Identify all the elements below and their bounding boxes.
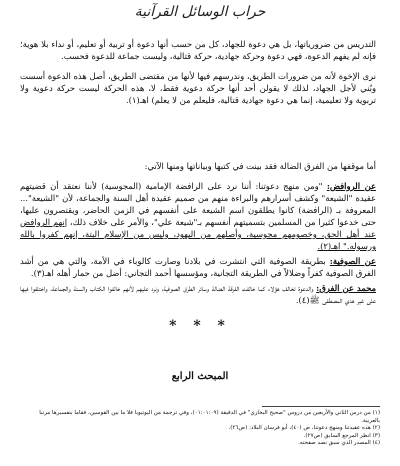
paragraph-1: التدريس من ضرورياتها، بل هي دعوة للجهاد، كل من حسب أنها دعوة أو تربية أو تعليم، أو نداء بلا هوية؛ فإنه لم يفهم الدعوة، فهي دعوة وحركة جهادية، حركة قتالية، وليست جماعة للدعوة فحسب. bbox=[20, 39, 376, 61]
paragraph-3: أما موقفها من الفرق الضالة فقد بينت في كتبها وبياناتها ومنها الآتي: bbox=[144, 161, 376, 171]
footnote-4: (٤) المصدر الذي سبق نصد صفحته. bbox=[298, 440, 380, 447]
footnote-divider bbox=[262, 406, 380, 407]
section-separator-stars: * * * bbox=[169, 318, 231, 334]
item-term: عن الصوفية: bbox=[329, 256, 376, 266]
list-item-firaq bbox=[20, 282, 376, 306]
list-item-rafida bbox=[20, 180, 376, 252]
paragraph-2: نرى الإخوة لأنه من ضرورات الطريق، وندرسهم فيها لأنها من مقتضى الطريق، أصل هذه الدعوة أسست وبُني لأجل الجهاد، لذلك لا يقولن أحد أنها حركة دعوية فقط، لا، هذه الحركة ليست حركة دعوية ولا تربوية ولا تعليمية، إنما هي دعوة جهادية قتالية، فليعلم من لا يعلم) اهـ(١). bbox=[20, 71, 376, 105]
item-text: بطريقة الصوفية التي انتشرت في بلادنا وصارت كالوباء في الأمة، والتي هي من أشد الفرق الصوفية كفراً وضلالاً في الطريقة التجانية، ومؤسسها أحمد التجاني: أضل من حمار أهله اهـ(٣). bbox=[20, 256, 376, 278]
footnote-2: (٢) هذه عقيدتنا ومنهج دعوتنا، ص (٤٠)، أبو فرسان البلاذ: (ص٢٦). bbox=[228, 425, 380, 432]
item-underlined-text: إنهم الروافض عند أهل الحق، وخصومهم مجوسية، وأصلهم من اليهود، وليس من الإسلام البتة، إنهم كفروا بالله ورسوله." اهـ(٢). bbox=[20, 217, 376, 251]
header-banner: حراب الوسائل القرآنية bbox=[134, 4, 266, 20]
item-text: "ومن منهج دعوتنا: أننا نرد على الرافضة الإمامية (المجوسية) لأننا نعتقد أن قضيتهم عقيدة "الشيعة" وكشف أسرارهم والبراءة منهم من صميم عقيدة أهل السنة والجماعة، لأن "الشيعة"... المعروفة بـ (الرافضة) كانوا يطلقون اسم الشيعة على أنفسهم في الزمن الحاضر، ويقتصرون عليها، حتى خدعوا كثيرا من المسلمين بتسميتهم أنفسهم بـ"شيعة علي"، والأمر على خلاف ذلك، bbox=[20, 181, 376, 227]
sects-list bbox=[20, 180, 376, 309]
footnotes bbox=[30, 410, 380, 448]
footnote-3: (٣) انظر المرجع السابق (ص٢٧). bbox=[303, 432, 380, 439]
section-title: المبحث الرابع bbox=[171, 371, 229, 382]
item-term: عن الروافض: bbox=[326, 181, 376, 191]
item-text: والدعوة تخالف هؤلاء كما خالفت الفرقة الضالة وسائر الطرق الصوفية، ونرد عليهم لأنهم خالفوا الكتاب والسنة والجماعة، واختلفوا فيها على غير هدي المصطفى ﷺ(٤). bbox=[20, 283, 376, 305]
list-item-sufiyya bbox=[20, 255, 376, 279]
item-term: محمد عن الفرق: bbox=[316, 283, 376, 293]
footnote-1: (١) من درس الثاني والأربعين من دروس "صحيح البخاري" في الدقيقة (٠١:٠١:٠٩)، وفي ترجمة من اليوتيوبا فلا ما بين القوسين، فقاما بتفسيرها مرتبا بالعربية. bbox=[39, 410, 380, 424]
